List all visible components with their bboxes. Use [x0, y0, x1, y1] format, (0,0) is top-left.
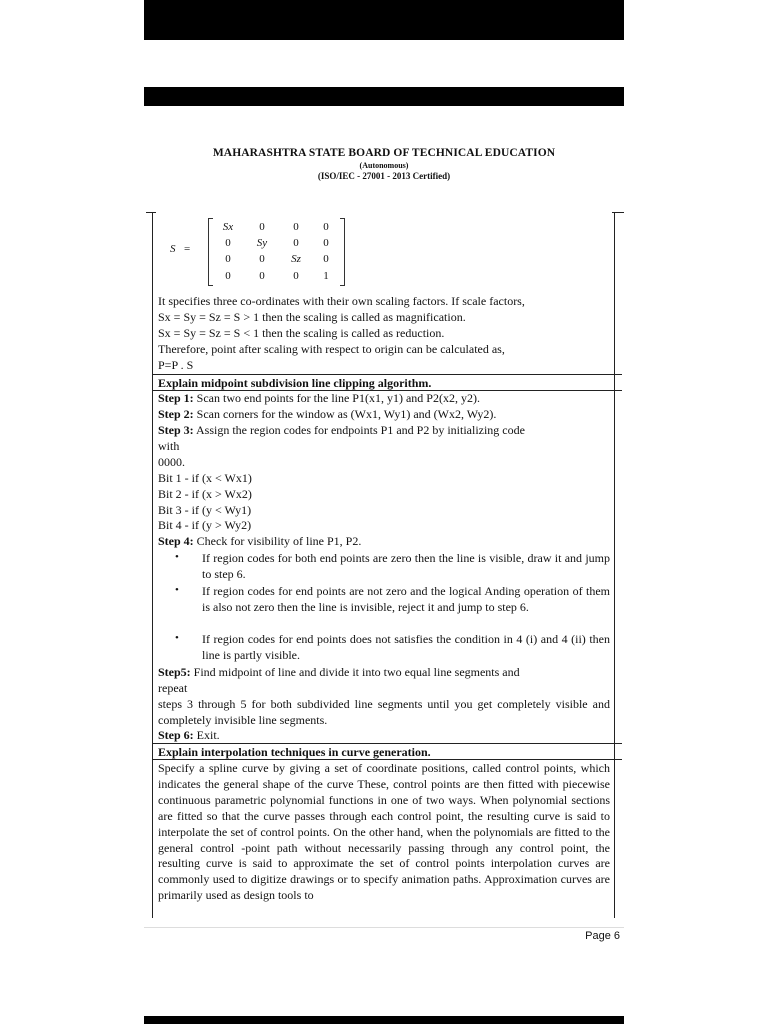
- step-1: [158, 391, 610, 407]
- bit-line: Bit 2 - if (x > Wx2): [158, 487, 252, 501]
- step-3-with: with: [158, 439, 180, 453]
- step-text: Check for visibility of line P1, P2.: [193, 534, 362, 548]
- matrix-cell: 0: [293, 237, 299, 249]
- matrix-label: S: [170, 243, 176, 255]
- scaling-line: Sx = Sy = Sz = S > 1 then the scaling is called as magnification.: [158, 310, 466, 324]
- question-heading: Explain interpolation techniques in curve generation.: [158, 745, 431, 759]
- matrix-right-bracket: [340, 218, 345, 286]
- bullet-dot: •: [175, 632, 179, 644]
- matrix-cell: 1: [323, 270, 329, 282]
- matrix-cell: 0: [259, 270, 265, 282]
- page-number: Page 6: [585, 930, 620, 942]
- step-4: [158, 534, 610, 550]
- iso-label: (ISO/IEC - 27001 - 2013 Certified): [317, 171, 451, 181]
- row-divider: [152, 374, 622, 375]
- top-black-bar: [144, 0, 624, 40]
- step-label: Step 1:: [158, 391, 194, 405]
- board-title: MAHARASHTRA STATE BOARD OF TECHNICAL EDUCATION: [212, 147, 556, 159]
- step-3: [158, 423, 610, 439]
- step-label: Step 4:: [158, 534, 194, 548]
- matrix-cell: Sy: [256, 237, 268, 249]
- matrix-cell: 0: [293, 221, 299, 233]
- step-text: Scan corners for the window as (Wx1, Wy1) and (Wx2, Wy2).: [193, 407, 497, 421]
- matrix-cell: 0: [323, 221, 329, 233]
- bit-line: Bit 3 - if (y < Wy1): [158, 503, 252, 517]
- header-black-bar: [144, 87, 624, 106]
- bullet-dot: •: [175, 551, 179, 563]
- step-text: Scan two end points for the line P1(x1, y1) and P2(x2, y2).: [193, 391, 480, 405]
- matrix-cell: Sz: [291, 253, 301, 265]
- step-label: Step 3:: [158, 423, 194, 437]
- matrix-cell: 0: [323, 253, 329, 265]
- matrix-cell: 0: [225, 253, 231, 265]
- step-label: Step 2:: [158, 407, 194, 421]
- matrix-cell: 0: [259, 253, 265, 265]
- scaling-line: Sx = Sy = Sz = S < 1 then the scaling is called as reduction.: [158, 326, 445, 340]
- scaling-line: P=P . S: [158, 358, 194, 372]
- step-label: Step5:: [158, 665, 191, 679]
- step-2: [158, 407, 610, 423]
- table-top-tick-left: [146, 212, 156, 213]
- question-heading: Explain midpoint subdivision line clipping algorithm.: [158, 376, 432, 390]
- interpolation-paragraph: Specify a spline curve by giving a set of coordinate positions, called control points, which indicates the general shape of the curve These, control points are then fitted with piecewise continuous parametric polynomial functions in one of two ways. When polynomial sections are fitted so that the curve passes through each control point, the resulting curve is said to interpolate the set of control points. On the other hand, when the polynomials are fitted to the general control -point path without necessarily passing through any control point, the resulting curve is said to approximate the set of control points interpolation curves are commonly used to digitize drawings or to specify animation paths. Approximation curves are primarily used as design tools to: [158, 761, 610, 903]
- step-text: Find midpoint of line and divide it into two equal line segments and: [190, 665, 520, 679]
- bullet-item: If region codes for end points does not satisfies the condition in 4 (i) and 4 (ii) then line is partly visible.: [202, 632, 610, 662]
- step-text: Assign the region codes for endpoints P1 and P2 by initializing code: [193, 423, 525, 437]
- step-5: [158, 665, 610, 681]
- scaling-line: It specifies three co-ordinates with their own scaling factors. If scale factors,: [158, 294, 525, 308]
- bit-line: Bit 1 - if (x < Wx1): [158, 471, 252, 485]
- table-top-tick-right: [612, 212, 624, 213]
- scaling-line: Therefore, point after scaling with respect to origin can be calculated as,: [158, 342, 505, 356]
- matrix-cell: 0: [225, 270, 231, 282]
- step-5-repeat: repeat: [158, 681, 188, 695]
- step-5-continued: steps 3 through 5 for both subdivided line segments until you get completely visible and completely invisible line segments.: [158, 697, 610, 727]
- step-text: Exit.: [193, 728, 220, 742]
- matrix-cell: 0: [293, 270, 299, 282]
- matrix-cell: 0: [323, 237, 329, 249]
- step-label: Step 6:: [158, 728, 194, 742]
- step-3-code: 0000.: [158, 455, 185, 469]
- table-left-border: [152, 212, 153, 918]
- bullet-item: If region codes for both end points are zero then the line is visible, draw it and jump to step 6.: [202, 551, 610, 581]
- bullet-item: If region codes for end points are not zero and the logical Anding operation of them is also not zero then the line is invisible, reject it and jump to step 6.: [202, 584, 610, 614]
- matrix-cell: Sx: [222, 221, 234, 233]
- step-6: [158, 728, 610, 744]
- bullet-dot: •: [175, 584, 179, 596]
- matrix-left-bracket: [208, 218, 213, 286]
- bottom-black-bar: [144, 1016, 624, 1024]
- matrix-equals: =: [184, 243, 191, 255]
- page-bottom-rule: [144, 927, 624, 928]
- matrix-cell: 0: [259, 221, 265, 233]
- autonomous-label: (Autonomous): [359, 161, 409, 170]
- matrix-cell: 0: [225, 237, 231, 249]
- bit-line: Bit 4 - if (y > Wy2): [158, 518, 252, 532]
- table-right-border: [614, 212, 615, 918]
